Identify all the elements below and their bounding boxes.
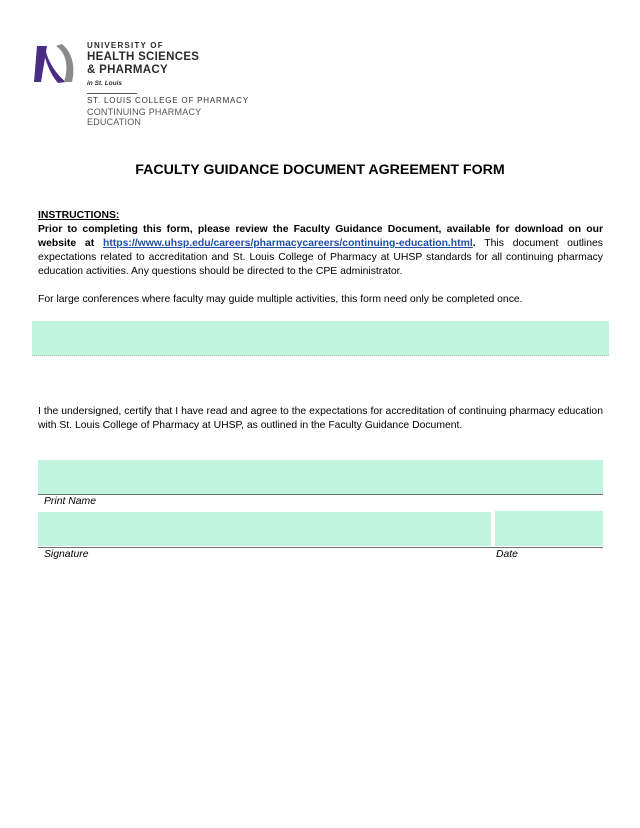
signature-field[interactable] bbox=[38, 512, 491, 546]
logo-line-1: UNIVERSITY OF bbox=[87, 41, 164, 50]
instructions-bold-text: Prior to completing this form, please review the Faculty Guidance Document, available for download on our website at bbox=[38, 224, 603, 249]
instructions-heading: INSTRUCTIONS: bbox=[38, 210, 120, 221]
activity-info-field[interactable] bbox=[32, 321, 609, 356]
signature-label: Signature bbox=[44, 549, 89, 560]
date-label: Date bbox=[496, 549, 518, 560]
instructions-section bbox=[38, 209, 603, 307]
logo-line-4: in St. Louis bbox=[87, 80, 123, 87]
paragraph-gap bbox=[38, 279, 603, 293]
signature-line bbox=[38, 547, 603, 548]
instructions-note: For large conferences where faculty may guide multiple activities, this form need only be completed once. bbox=[38, 294, 523, 305]
website-link[interactable]: https://www.uhsp.edu/careers/pharmacycareers/continuing-education.html bbox=[103, 238, 473, 249]
logo-program-name: CONTINUING PHARMACY EDUCATION bbox=[87, 107, 202, 127]
form-title: FACULTY GUIDANCE DOCUMENT AGREEMENT FORM bbox=[135, 162, 505, 178]
print-name-label: Print Name bbox=[44, 496, 96, 507]
university-logo bbox=[34, 38, 249, 127]
logo-line-2: HEALTH SCIENCES bbox=[87, 51, 200, 63]
print-name-line bbox=[38, 494, 603, 495]
logo-wordmark bbox=[87, 40, 199, 89]
date-field[interactable] bbox=[495, 511, 603, 546]
instructions-rest-text: This document outlines expectations related to accreditation and St. Louis College of Pharmacy at UHSP standards for all continuing pharmacy education activities. Any questions should be directed to the CPE administrator. bbox=[38, 238, 603, 277]
logo-college-name: ST. LOUIS COLLEGE OF PHARMACY bbox=[87, 96, 249, 105]
instructions-paragraph bbox=[38, 223, 603, 279]
certification-statement: I the undersigned, certify that I have read and agree to the expectations for accreditation of continuing pharmacy education with St. Louis College of Pharmacy at UHSP, as outlined in the Faculty Guidance Document. bbox=[38, 406, 603, 431]
instructions-period: . bbox=[472, 238, 476, 249]
logo-line-3: & PHARMACY bbox=[87, 64, 168, 76]
uhsp-logo-icon bbox=[34, 42, 78, 86]
logo-divider bbox=[87, 93, 137, 94]
print-name-field[interactable] bbox=[38, 460, 603, 494]
